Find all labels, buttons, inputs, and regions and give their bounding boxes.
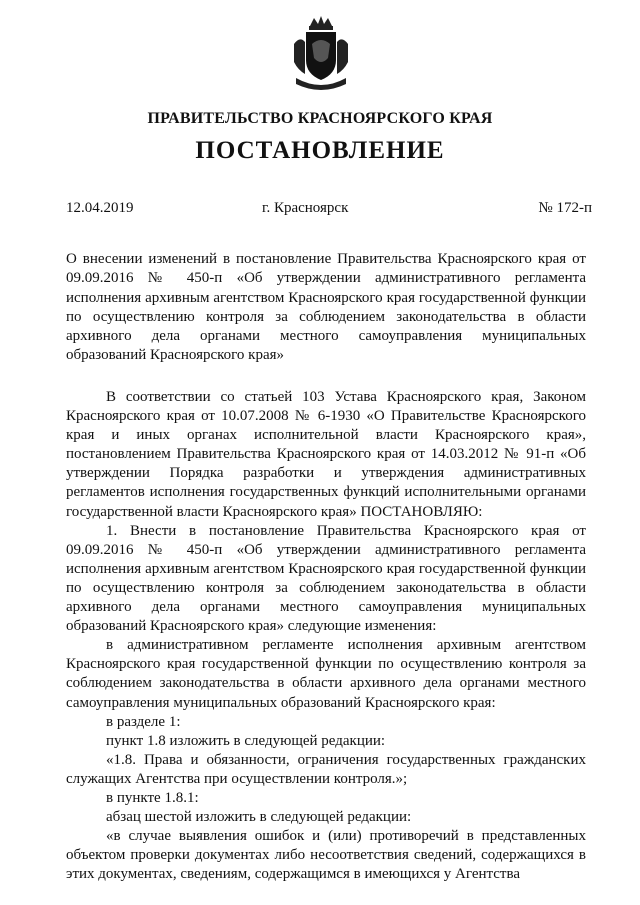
paragraph-point-1-8: пункт 1.8 изложить в следующей редакции: — [106, 732, 386, 749]
organization-name: ПРАВИТЕЛЬСТВО КРАСНОЯРСКОГО КРАЯ — [147, 110, 493, 127]
document-date: 12.04.2019 — [66, 200, 134, 216]
paragraph-preamble: В соответствии со статьей 103 Устава Красноярского края, Законом Красноярского края от 10.07.2008 № 6-1930 «О Правительстве Красноярского края и иных органах исполнительной власти Красноярского края», постановлением Правительства Красноярского края от 14.03.2012 № 91-п «Об утверждении Порядка разработки и утверждения административных регламентов исполнения государственных функций исполнительными органами государственной власти Красноярского края» ПОСТАНОВЛЯЮ: — [66, 389, 586, 520]
coat-of-arms-icon — [290, 14, 352, 94]
paragraph-regulation: в административном регламенте исполнения архивным агентством Красноярского края государственной функции по осуществлению контроля за соблюдением законодательства в области архивного дела органами местного самоуправления муниципальных образований Красноярского края: — [66, 637, 586, 711]
paragraph-item-1: 1. Внести в постановление Правительства Красноярского края от 09.09.2016 № 450-п «Об утверждении административного регламента исполнения архивным агентством Красноярского края государственной функции по осуществлению контроля за соблюдением законодательства в области архивного дела органами местного самоуправления муниципальных образований Красноярского края» следующие изменения: — [66, 522, 586, 635]
paragraph-point-1-8-text: «1.8. Права и обязанности, ограничения государственных гражданских служащих Агентства при осуществлении контроля.»; — [66, 751, 586, 787]
document-type: ПОСТАНОВЛЕНИЕ — [195, 137, 445, 164]
document-city: г. Красноярск — [262, 200, 349, 216]
paragraph-abzac-6: абзац шестой изложить в следующей редакции: — [106, 809, 412, 826]
document-number: № 172-п — [538, 200, 592, 216]
paragraph-section-1: в разделе 1: — [106, 713, 181, 730]
paragraph-point-1-8-1: в пункте 1.8.1: — [106, 789, 199, 806]
paragraph-abzac-6-text: «в случае выявления ошибок и (или) противоречий в представленных объектом проверки документах либо несоответствия сведений, содержащихся в этих документах, сведениям, содержащимся в имеющихся у Агентства — [66, 828, 586, 883]
document-title: О внесении изменений в постановление Правительства Красноярского края от 09.09.2016 № 450-п «Об утверждении административного регламента исполнения архивным агентством Красноярского края государственной функции по осуществлению контроля за соблюдением законодательства в области архивного дела органами местного самоуправления муниципальных образований Красноярского края» — [66, 251, 586, 364]
document-body — [66, 388, 586, 884]
